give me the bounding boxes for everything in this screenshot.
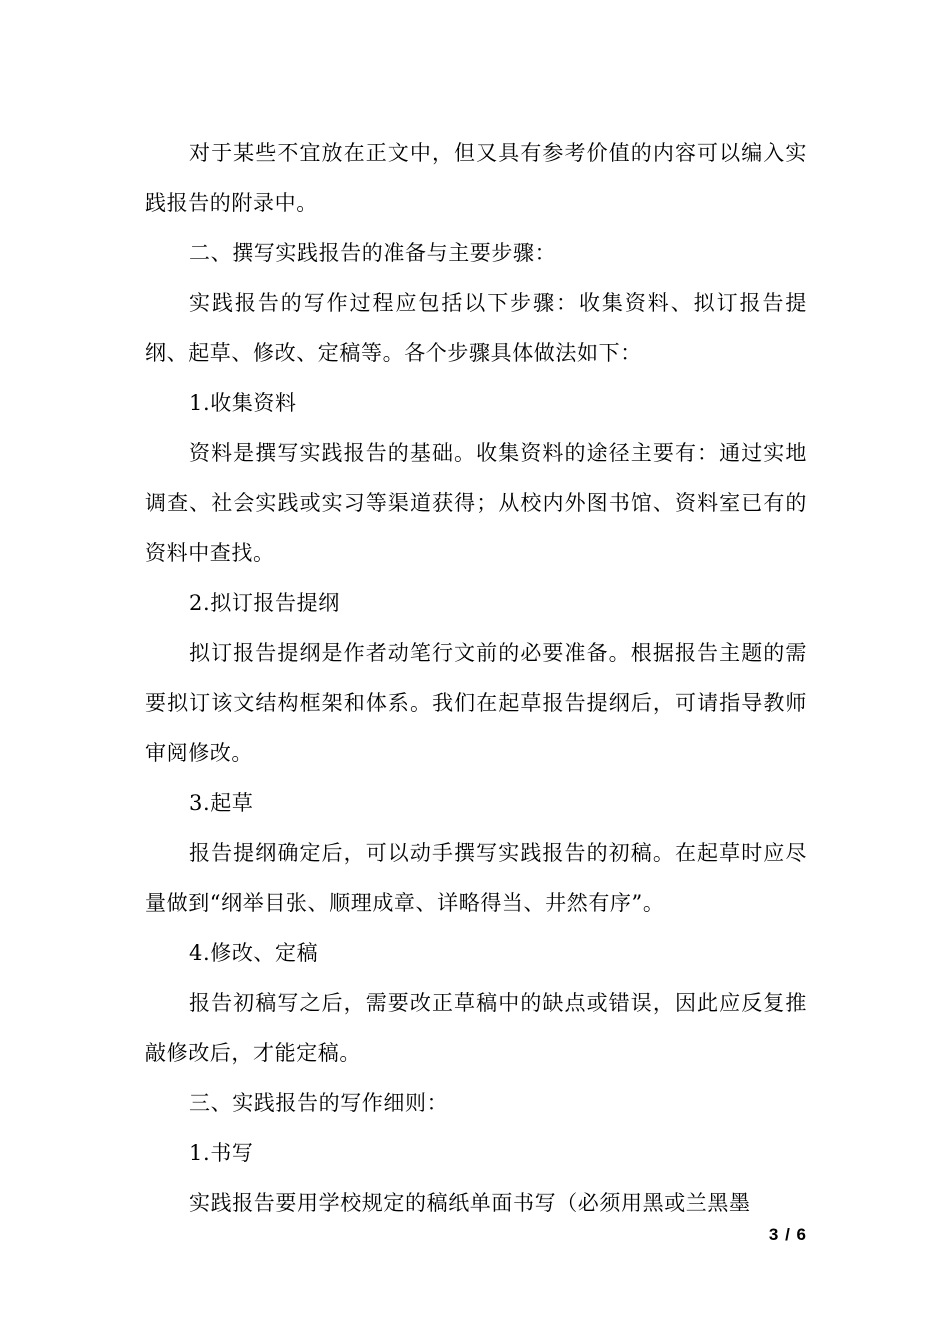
subheading-collect-materials: 1.收集资料	[189, 391, 297, 415]
subheading-draft: 3.起草	[189, 791, 254, 815]
page-number: 3 / 6	[768, 1225, 807, 1244]
paragraph-revise: 报告初稿写之后，需要改正草稿中的缺点或错误，因此应反复推敲修改后，才能定稿。	[145, 991, 807, 1065]
subheading-outline: 2.拟订报告提纲	[189, 591, 340, 615]
paragraph-writing: 实践报告要用学校规定的稿纸单面书写（必须用黑或兰黑墨	[189, 1191, 751, 1215]
paragraph-draft: 报告提纲确定后，可以动手撰写实践报告的初稿。在起草时应尽量做到“纲举目张、顺理成章、详略得当、井然有序”。	[145, 841, 807, 915]
section-heading-2: 二、撰写实践报告的准备与主要步骤：	[189, 241, 557, 265]
subheading-revise: 4.修改、定稿	[189, 941, 319, 965]
paragraph-appendix: 对于某些不宜放在正文中，但又具有参考价值的内容可以编入实践报告的附录中。	[145, 141, 807, 215]
document-body	[145, 128, 807, 1228]
subheading-writing: 1.书写	[189, 1141, 254, 1165]
paragraph-outline: 拟订报告提纲是作者动笔行文前的必要准备。根据报告主题的需要拟订该文结构框架和体系。我们在起草报告提纲后，可请指导教师审阅修改。	[145, 641, 807, 765]
paragraph-collect-materials: 资料是撰写实践报告的基础。收集资料的途径主要有：通过实地调查、社会实践或实习等渠道获得；从校内外图书馆、资料室已有的资料中查找。	[145, 441, 807, 565]
paragraph-steps-intro: 实践报告的写作过程应包括以下步骤：收集资料、拟订报告提纲、起草、修改、定稿等。各个步骤具体做法如下：	[145, 291, 807, 365]
section-heading-3: 三、实践报告的写作细则：	[189, 1091, 449, 1115]
